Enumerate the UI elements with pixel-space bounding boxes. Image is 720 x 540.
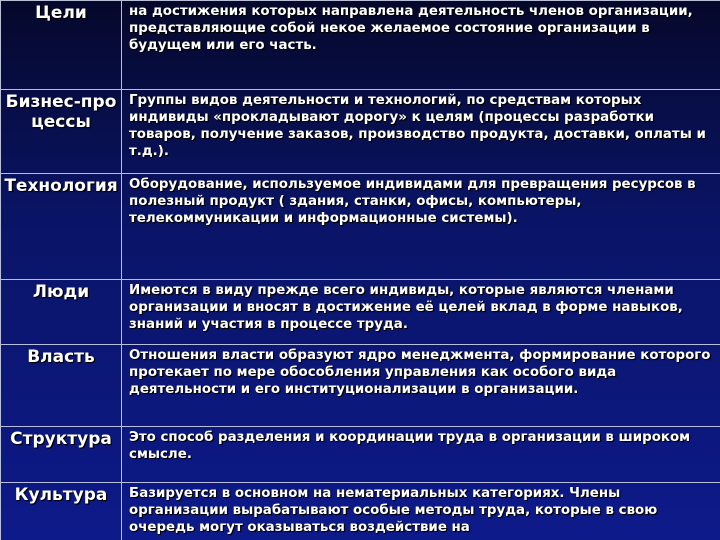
term-cell: Власть [1, 345, 122, 427]
definition-cell: Группы видов деятельности и технологий, по средствам которых индивиды «прокладывают дорогу» к целям (процессы разработки товаров, получение заказов, производство продукта, доставки, оплаты и т.д.). [122, 90, 720, 174]
definition-cell: Оборудование, используемое индивидами для превращения ресурсов в полезный продукт ( здания, станки, офисы, компьютеры, телекоммуникации и информационные системы). [122, 174, 720, 280]
table-row [1, 280, 720, 345]
definition-cell: Имеются в виду прежде всего индивиды, которые являются членами организации и вносят в достижение её целей вклад в форме навыков, знаний и участия в процессе труда. [122, 280, 720, 345]
table-row [1, 345, 720, 427]
table-row [1, 90, 720, 174]
definition-cell: Базируется в основном на нематериальных категориях. Члены организации вырабатывают особые методы труда, которые в свою очередь могут оказываться воздействие на [122, 483, 720, 540]
term-cell: Бизнес-процессы [1, 90, 122, 174]
table-row [1, 1, 720, 90]
term-cell: Технология [1, 174, 122, 280]
definition-cell: Это способ разделения и координации труда в организации в широком смысле. [122, 427, 720, 483]
table-row [1, 427, 720, 483]
definition-cell: на достижения которых направлена деятельность членов организации, представляющие собой некое желаемое состояние организации в будущем или его часть. [122, 1, 720, 90]
table-row [1, 174, 720, 280]
term-cell: Структура [1, 427, 122, 483]
definition-cell: Отношения власти образуют ядро менеджмента, формирование которого протекает по мере обособления управления как особого вида деятельности и его институционализации в организации. [122, 345, 720, 427]
term-cell: Культура [1, 483, 122, 540]
table-row [1, 483, 720, 540]
term-cell: Цели [1, 1, 122, 90]
term-cell: Люди [1, 280, 122, 345]
